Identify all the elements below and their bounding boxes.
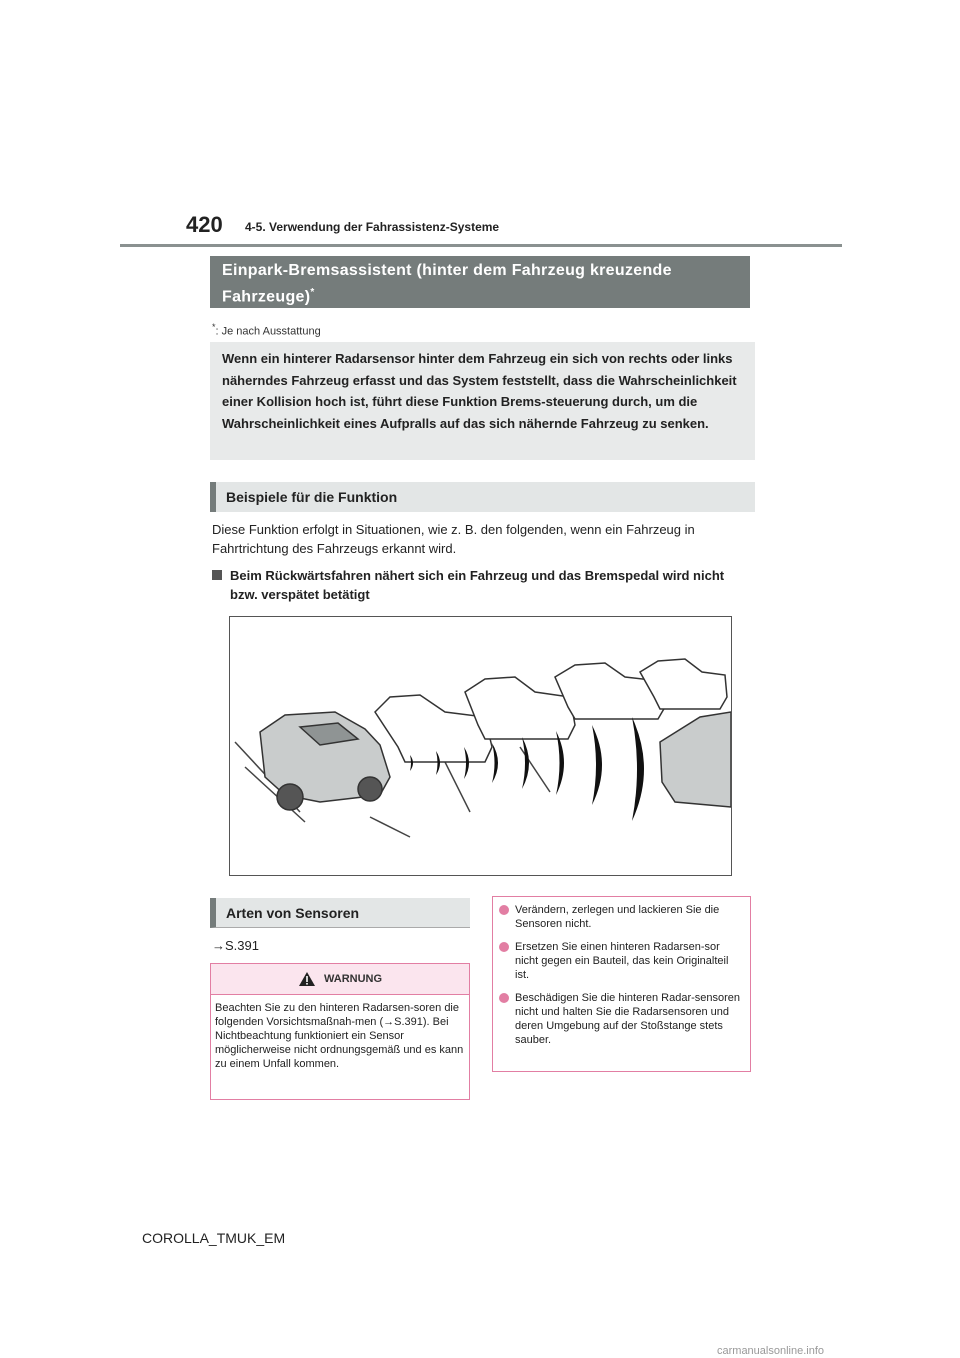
square-bullet-icon xyxy=(212,570,222,580)
page-number: 420 xyxy=(186,212,223,237)
document-code: COROLLA_TMUK_EM xyxy=(142,1230,286,1246)
bullet-dot-icon xyxy=(499,905,509,915)
footnote-text: : Je nach Ausstattung xyxy=(215,325,321,338)
approaching-car xyxy=(660,712,731,807)
watermark: carmanualsonline.info xyxy=(717,1345,825,1357)
bullet-dot-icon xyxy=(499,993,509,1003)
warning-item-text: Verändern, zerlegen und lackieren Sie die Sensoren nicht. xyxy=(515,904,720,930)
warning-item xyxy=(499,991,744,1047)
section-heading-sensors: Arten von Sensoren xyxy=(210,898,470,928)
warning-item-text: Beschädigen Sie die hinteren Radar-sensoren nicht und halten Sie die Radarsensoren und deren Umgebung auf der Stoßstange stets sauber. xyxy=(515,992,741,1046)
examples-text: Diese Funktion erfolgt in Situationen, wie z. B. den folgenden, wenn ein Fahrzeug in Fahrtrichtung des Fahrzeugs erkannt wird. xyxy=(212,522,695,556)
intro-box: Wenn ein hinterer Radarsensor hinter dem Fahrzeug ein sich von rechts oder links näherndes Fahrzeug erfasst und das System feststellt, dass die Wahrscheinlichkeit einer Kollision hoch ist, führt diese Funktion Brems-steuerung durch, um die Wahrscheinlichkeit eines Aufpralls auf das sich nähernde Fahrzeug zu senken. xyxy=(210,342,755,460)
parking-illustration xyxy=(229,616,732,876)
warning-box xyxy=(210,963,470,1100)
section-title: Einpark-Bremsassistent (hinter dem Fahrzeug kreuzende Fahrzeuge) xyxy=(222,262,672,306)
chapter-title: 4-5. Verwendung der Fahrassistenz-Systeme xyxy=(245,220,500,234)
warning-item-text: Ersetzen Sie einen hinteren Radarsen-sor nicht gegen ein Bauteil, das kein Originalteil ist. xyxy=(515,941,729,981)
warning-title: WARNUNG xyxy=(323,973,383,985)
warning-triangle-icon xyxy=(298,971,316,987)
bullet-dot-icon xyxy=(499,942,509,952)
example-bullet xyxy=(212,566,752,604)
header-divider xyxy=(120,244,842,247)
page-reference: →S.391 xyxy=(212,938,259,953)
warning-header xyxy=(211,964,469,995)
section-heading-examples: Beispiele für die Funktion xyxy=(210,482,755,512)
warning-continued-box xyxy=(492,896,751,1072)
warning-item xyxy=(499,940,744,982)
title-marker: * xyxy=(310,287,315,298)
parking-scene-svg xyxy=(230,617,731,875)
warning-text: Beachten Sie zu den hinteren Radarsen-soren die folgenden Vorsichtsmaßnah-men (→S.391). Bei Nichtbeachtung funktioniert ein Sensor möglicherweise nicht ordnungsgemäß und es kann zu einem Unfall kommen. xyxy=(215,1002,464,1070)
reversing-car xyxy=(260,712,390,810)
footnote xyxy=(212,322,321,338)
example-bullet-text: Beim Rückwärtsfahren nähert sich ein Fahrzeug und das Bremspedal wird nicht bzw. verspätet betätigt xyxy=(230,568,725,602)
footnote-marker: * xyxy=(212,322,216,332)
warning-item xyxy=(499,903,744,931)
section-title-banner xyxy=(210,256,750,308)
